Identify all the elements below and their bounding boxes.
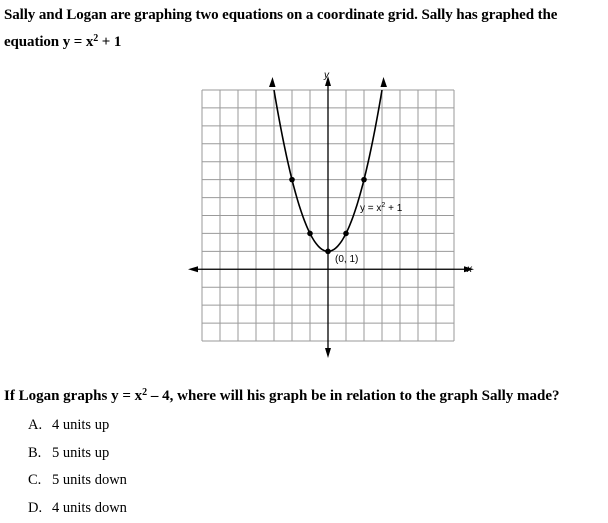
question-text-part1: Sally and Logan are graphing two equations on a coordinate grid. Sally has graphed the equation y = x bbox=[4, 7, 557, 50]
plotted-point bbox=[325, 249, 331, 255]
graph-svg bbox=[186, 62, 486, 362]
curve-equation-label-tail: + 1 bbox=[385, 203, 402, 214]
curve-equation-label-exp: 2 bbox=[381, 202, 385, 209]
choice-letter: B. bbox=[28, 441, 52, 465]
question-text-part2: + 1 bbox=[98, 34, 121, 50]
x-axis-arrow-left bbox=[188, 266, 198, 272]
choice-text: 4 units up bbox=[52, 417, 109, 433]
prompt-text bbox=[4, 384, 608, 408]
vertex-label: (0, 1) bbox=[335, 254, 358, 265]
curve-arrow-right bbox=[380, 77, 387, 87]
plotted-point bbox=[289, 177, 295, 183]
prompt-text-part1: If Logan graphs y = x bbox=[4, 388, 142, 404]
plotted-point bbox=[361, 177, 367, 183]
coordinate-graph bbox=[186, 62, 486, 362]
choice-letter: C. bbox=[28, 468, 52, 492]
y-axis-label: y bbox=[323, 70, 330, 81]
plotted-point bbox=[307, 231, 313, 237]
curve-equation-label bbox=[360, 202, 403, 214]
choice-a[interactable] bbox=[28, 413, 127, 441]
choice-text: 5 units up bbox=[52, 445, 109, 461]
prompt-text-part2: – 4, where will his graph be in relation to the graph Sally made? bbox=[147, 388, 559, 404]
y-axis-arrow-down bbox=[325, 348, 331, 358]
choice-text: 4 units down bbox=[52, 500, 127, 516]
axes bbox=[188, 76, 474, 358]
choice-letter: A. bbox=[28, 413, 52, 437]
plotted-point bbox=[343, 231, 349, 237]
prompt-exponent: 2 bbox=[142, 387, 147, 398]
answer-choices bbox=[28, 413, 127, 523]
question-text bbox=[4, 2, 604, 56]
choice-text: 5 units down bbox=[52, 472, 127, 488]
question-exponent: 2 bbox=[93, 33, 98, 44]
curve-equation-label-main: y = x bbox=[360, 203, 381, 214]
choice-letter: D. bbox=[28, 496, 52, 520]
x-axis-label: x bbox=[466, 264, 473, 275]
choice-c[interactable] bbox=[28, 468, 127, 496]
choice-b[interactable] bbox=[28, 441, 127, 469]
curve-arrow-left bbox=[269, 77, 276, 87]
choice-d[interactable] bbox=[28, 496, 127, 523]
